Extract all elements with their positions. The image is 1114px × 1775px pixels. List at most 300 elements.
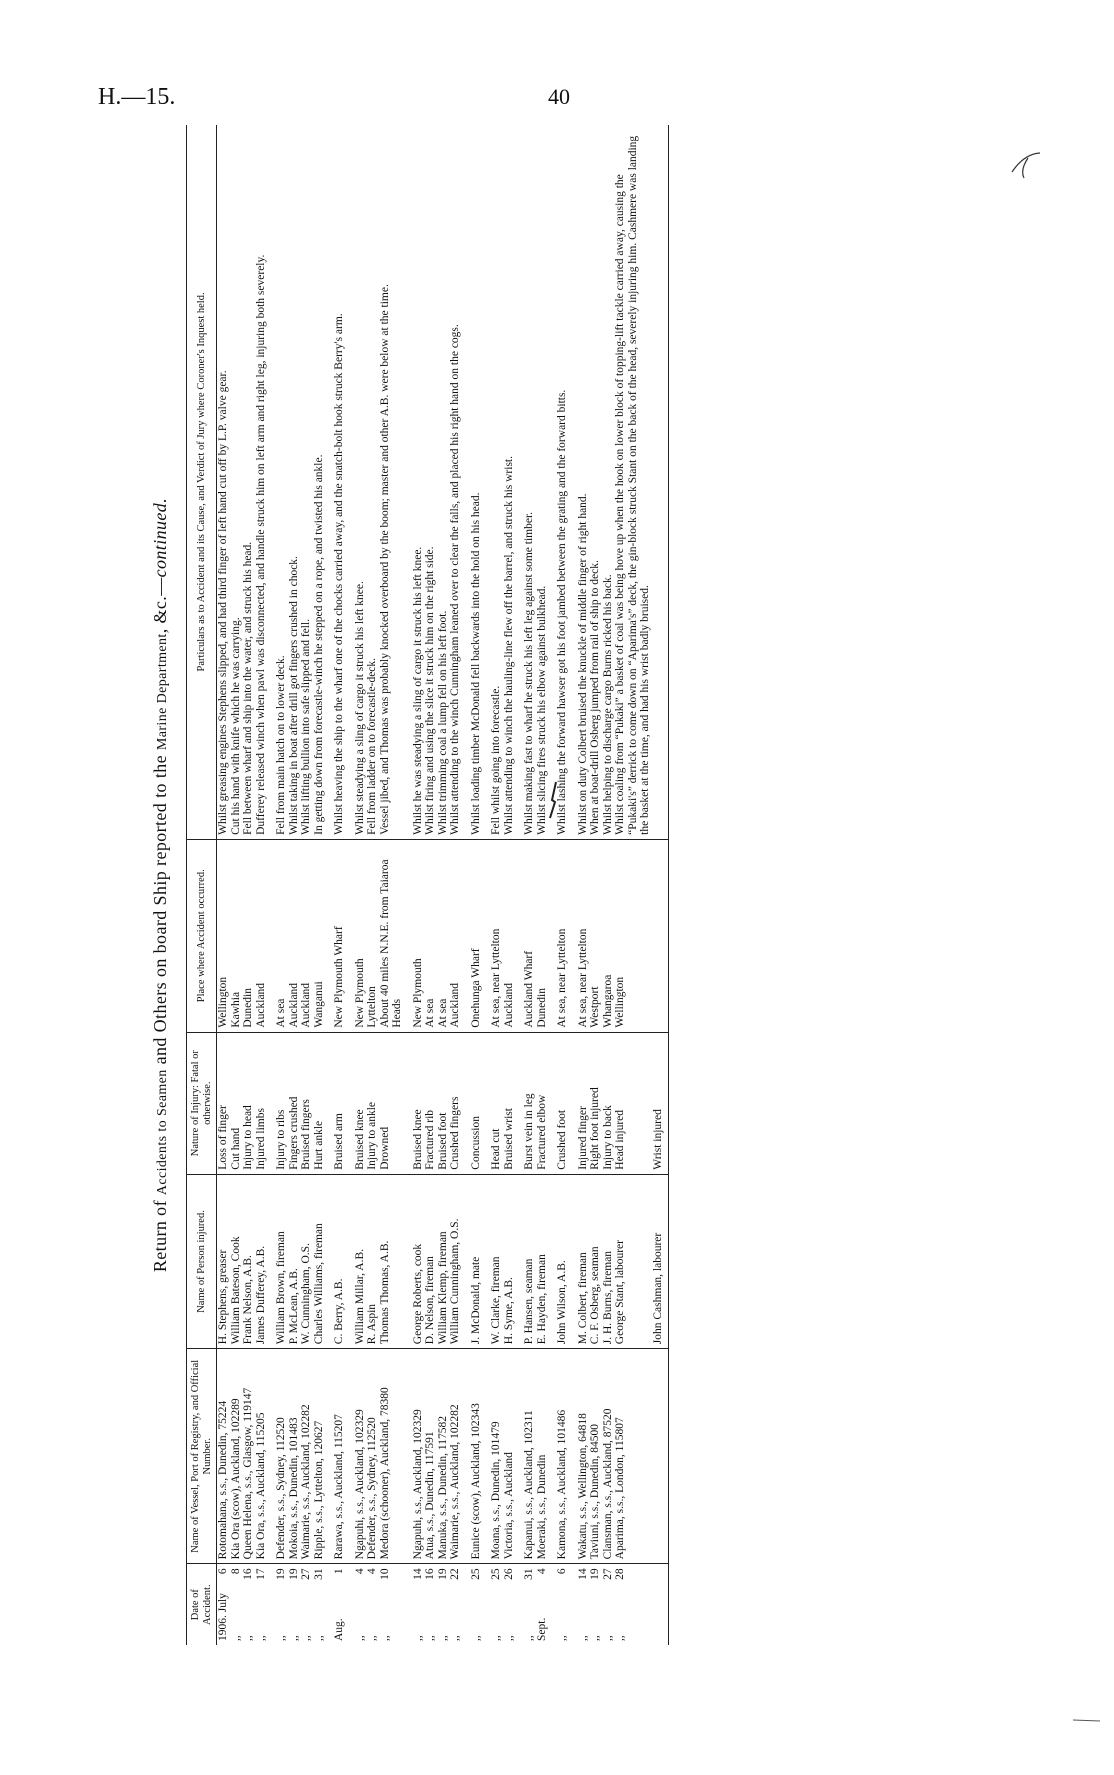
spacer-cell	[462, 1032, 470, 1174]
spacer-cell	[548, 125, 556, 839]
cell-date	[230, 1564, 243, 1645]
cell-injury: Crushed foot	[556, 1032, 569, 1174]
page-number: 40	[548, 84, 570, 109]
date-month: ,,	[469, 1635, 482, 1641]
cell-person: Frank Nelson, A.B.	[242, 1174, 255, 1349]
spacer-cell	[569, 1174, 577, 1349]
cell-place: At sea, near Lyttelton	[490, 839, 503, 1032]
cell-date	[652, 1564, 669, 1645]
cell-person: William Bateson, Cook	[230, 1174, 243, 1349]
cell-date	[490, 1564, 503, 1645]
table-row	[437, 125, 450, 1645]
table-row	[217, 125, 230, 1645]
date-day: 6	[217, 1568, 229, 1575]
table-row	[602, 125, 615, 1645]
cell-date	[412, 1564, 425, 1645]
cell-particulars: Whilst slicing fires struck his elbow against bulkhead.	[536, 125, 549, 839]
spacer-cell	[267, 839, 275, 1032]
spacer-cell	[346, 1349, 354, 1564]
stray-dash-mark	[1072, 1716, 1102, 1724]
cell-date	[313, 1564, 326, 1645]
cell-injury: Fingers crushed	[288, 1032, 301, 1174]
cell-person: W. Clarke, fireman	[490, 1174, 503, 1349]
table-row	[288, 125, 301, 1645]
cell-date	[255, 1564, 268, 1645]
cell-vessel: Defender, s.s., Sydney, 112520	[275, 1349, 288, 1564]
spacer-cell	[515, 1174, 523, 1349]
table-row	[589, 125, 602, 1645]
spacer-cell	[462, 1349, 470, 1564]
cell-particulars: Fell between wharf and ship into the water, and struck his head.	[242, 125, 255, 839]
cell-date	[333, 1564, 346, 1645]
date-month: ,,	[229, 1635, 242, 1641]
date-day: 17	[254, 1568, 267, 1580]
cell-injury: Fractured rib	[424, 1032, 437, 1174]
cell-person: John Cashman, labourer	[652, 1174, 669, 1349]
spacer-cell	[404, 1032, 412, 1174]
spacer-cell	[267, 1032, 275, 1174]
spacer-cell	[267, 125, 275, 839]
cell-vessel: Aparima, s.s., London, 115807	[614, 1349, 652, 1564]
cell-particulars: Whilst lifting bullion into safe slipped and fell.	[300, 125, 313, 839]
cell-person: P. McLean, A.B.	[288, 1174, 301, 1349]
spacer-cell	[462, 125, 470, 839]
cell-injury: Right foot injured	[589, 1032, 602, 1174]
cell-vessel: Moeraki, s.s., Dunedin	[536, 1349, 549, 1564]
date-day: 19	[589, 1568, 601, 1580]
spacer-cell	[404, 1564, 412, 1645]
cell-vessel: Medora (schooner), Auckland, 78380	[379, 1349, 404, 1564]
cell-injury: Crushed fingers	[449, 1032, 462, 1174]
spacer-cell	[515, 1032, 523, 1174]
cell-place: At sea	[437, 839, 450, 1032]
date-month: ,,	[556, 1635, 568, 1641]
date-month: ,,	[523, 1635, 535, 1641]
cell-place: Kawhia	[230, 839, 243, 1032]
cell-place: Auckland	[503, 839, 516, 1032]
date-month: ,,	[449, 1635, 461, 1641]
cell-particulars: Whilst heaving the ship to the wharf one of the chocks carried away, and the snatch-bolt hook struck Berry's arm.	[333, 125, 346, 839]
spacer-cell	[267, 1349, 275, 1564]
cell-vessel: Kia Ora (scow), Auckland, 102289	[230, 1349, 243, 1564]
date-month: ,,	[275, 1635, 287, 1641]
date-month: ,,	[353, 1635, 366, 1641]
cell-place: Onehunga Wharf	[470, 839, 483, 1032]
cell-injury: Bruised foot	[437, 1032, 450, 1174]
cell-injury: Wrist injured	[652, 1032, 669, 1174]
cell-vessel: Kia Ora, s.s., Auckland, 115205	[255, 1349, 268, 1564]
date-day: 27	[601, 1568, 614, 1580]
cell-person: George Stant, labourer	[614, 1174, 652, 1349]
cell-injury: Loss of finger	[217, 1032, 230, 1174]
date-month: ,,	[312, 1635, 325, 1641]
spacer-cell	[482, 1564, 490, 1645]
cell-person: P. Hansen, seaman	[523, 1174, 536, 1349]
spacer-cell	[325, 1174, 333, 1349]
cell-place: Dunedin	[536, 839, 549, 1032]
date-day: 8	[229, 1568, 242, 1575]
date-month: ,,	[254, 1635, 267, 1641]
cell-particulars: Whilst loading timber McDonald fell backwards into the hold on his head.	[470, 125, 483, 839]
spacer-cell	[569, 839, 577, 1032]
cell-particulars: Whilst he was steadying a sling of cargo it struck his left knee.	[412, 125, 425, 839]
cell-vessel: Waimarie, s.s., Auckland, 102282	[449, 1349, 462, 1564]
cell-date	[614, 1564, 652, 1645]
spacer-cell	[569, 1032, 577, 1174]
cell-vessel: Clansman, s.s., Auckland, 87520	[602, 1349, 615, 1564]
cell-date	[556, 1564, 569, 1645]
cell-date	[217, 1564, 230, 1645]
cell-vessel: Atua, s.s., Dunedin, 117591	[424, 1349, 437, 1564]
date-day: 25	[469, 1568, 482, 1580]
cell-injury: Drowned	[379, 1032, 404, 1174]
cell-person: D. Nelson, fireman	[424, 1174, 437, 1349]
spacer-cell	[482, 1174, 490, 1349]
cell-date	[379, 1564, 404, 1645]
cell-place: Whangaroa	[602, 839, 615, 1032]
cell-particulars: Vessel jibed, and Thomas was probably knocked overboard by the boom; master and other A.B. were below at the time.	[379, 125, 404, 839]
date-day: 4	[535, 1568, 548, 1575]
title-text-1: Return of	[150, 1195, 170, 1273]
cell-date	[536, 1564, 549, 1645]
date-month: Aug.	[333, 1618, 345, 1641]
cell-injury: Bruised fingers	[300, 1032, 313, 1174]
spacer-cell	[462, 1174, 470, 1349]
cell-particulars: Whilst steadying a sling of cargo it struck his left knee.	[354, 125, 367, 839]
cell-person: Charles Williams, fireman	[313, 1174, 326, 1349]
date-day: 4	[366, 1568, 378, 1575]
date-month: ,,	[366, 1635, 378, 1641]
cell-date	[523, 1564, 536, 1645]
spacer-cell	[482, 1032, 490, 1174]
spacer-cell	[325, 1564, 333, 1645]
spacer-cell	[404, 839, 412, 1032]
spacer-cell	[569, 125, 577, 839]
cell-person: William Cunningham, O.S.	[449, 1174, 462, 1349]
col-header-particulars: Particulars as to Accident and its Cause, and Verdict of Jury where Coroner's Inquest held.	[187, 125, 217, 839]
cell-injury: Injury to ribs	[275, 1032, 288, 1174]
cell-place: Westport	[589, 839, 602, 1032]
table-row	[230, 125, 243, 1645]
cell-place: At sea, near Lyttelton	[577, 839, 590, 1032]
cell-person: George Roberts, cook	[412, 1174, 425, 1349]
cell-place: Auckland	[449, 839, 462, 1032]
spacer-cell	[482, 839, 490, 1032]
date-month: ,,	[502, 1635, 515, 1641]
cell-person: John Wilson, A.B.	[556, 1174, 569, 1349]
cell-particulars: Whilst firing and using the slice it struck him on the right side.	[424, 125, 437, 839]
date-month: ,,	[300, 1635, 312, 1641]
date-month: ,,	[601, 1635, 614, 1641]
row-spacer	[346, 125, 354, 1645]
cell-injury: Head injured	[614, 1032, 652, 1174]
cell-vessel: Taviuni, s.s., Dunedin, 84500	[589, 1349, 602, 1564]
table-row	[556, 125, 569, 1645]
date-month: ,,	[576, 1635, 589, 1641]
table-row	[652, 125, 669, 1645]
spacer-cell	[515, 125, 523, 839]
cell-injury: Bruised wrist	[503, 1032, 516, 1174]
spacer-cell	[548, 1349, 556, 1564]
cell-vessel	[652, 1349, 669, 1564]
cell-vessel: Kapanui, s.s., Auckland, 102311	[523, 1349, 536, 1564]
spacer-cell	[548, 1032, 556, 1174]
cell-date	[577, 1564, 590, 1645]
date-day: 10	[378, 1568, 391, 1580]
table-row	[614, 125, 652, 1645]
cell-person: C. Berry, A.B.	[333, 1174, 346, 1349]
date-day: 19	[275, 1568, 287, 1580]
cell-vessel: Waimarie, s.s., Auckland, 102282	[300, 1349, 313, 1564]
spacer-cell	[346, 1174, 354, 1349]
spacer-cell	[548, 1564, 556, 1645]
spacer-cell	[325, 1032, 333, 1174]
title-smallcaps-2: Marine Department	[155, 633, 170, 751]
cell-particulars: Whilst on duty Colbert bruised the knuckle of middle finger of right hand.	[577, 125, 590, 839]
cell-place: Auckland	[288, 839, 301, 1032]
title-text-2: and Others on board Ship reported to the	[150, 750, 170, 1070]
title-text-3: , &c.—	[150, 577, 170, 634]
cell-particulars: Fell from ladder on to forecastle-deck.	[366, 125, 379, 839]
row-spacer	[548, 125, 556, 1645]
title-italic: continued.	[150, 497, 170, 578]
cell-place: At sea	[424, 839, 437, 1032]
cell-vessel: Rarawa, s.s., Auckland, 115207	[333, 1349, 346, 1564]
cell-date	[288, 1564, 301, 1645]
row-spacer	[462, 125, 470, 1645]
date-day: 31	[523, 1568, 535, 1580]
cell-injury: Injured finger	[577, 1032, 590, 1174]
page-title	[150, 125, 184, 1645]
spacer-cell	[404, 125, 412, 839]
spacer-cell	[548, 1174, 556, 1349]
date-month: Sept.	[535, 1617, 548, 1641]
table-row	[366, 125, 379, 1645]
cell-particulars: In getting down from forecastle-winch he stepped on a rope, and twisted his ankle.	[313, 125, 326, 839]
cell-vessel: Ripple, s.s., Lyttelton, 120627	[313, 1349, 326, 1564]
table-header-row	[187, 125, 217, 1645]
date-month: ,,	[411, 1635, 424, 1641]
cell-person: C. F. Osberg, seaman	[589, 1174, 602, 1349]
cell-injury: Injury to ankle	[366, 1032, 379, 1174]
spacer-cell	[325, 839, 333, 1032]
spacer-cell	[346, 1032, 354, 1174]
cell-person: M. Colbert, fireman	[577, 1174, 590, 1349]
table-row	[354, 125, 367, 1645]
date-day: 14	[411, 1568, 424, 1580]
cell-date	[275, 1564, 288, 1645]
cell-person: H. Stephens, greaser	[217, 1174, 230, 1349]
table-row	[379, 125, 404, 1645]
cell-injury: Bruised knee	[412, 1032, 425, 1174]
cell-date	[503, 1564, 516, 1645]
cell-person: J. McDonald, mate	[470, 1174, 483, 1349]
date-month: ,,	[424, 1635, 436, 1641]
cell-particulars: Whilst taking in boat after drill got fingers crushed in chock.	[288, 125, 301, 839]
date-month: ,,	[614, 1635, 626, 1641]
spacer-cell	[325, 1349, 333, 1564]
spacer-cell	[548, 839, 556, 1032]
cell-date	[449, 1564, 462, 1645]
cell-date	[470, 1564, 483, 1645]
row-spacer	[482, 125, 490, 1645]
cell-date	[366, 1564, 379, 1645]
table-row	[412, 125, 425, 1645]
row-spacer	[325, 125, 333, 1645]
row-spacer	[515, 125, 523, 1645]
cell-date	[602, 1564, 615, 1645]
cell-place: Auckland	[300, 839, 313, 1032]
date-month: 1906. July	[217, 1593, 229, 1641]
date-month: ,,	[490, 1635, 502, 1641]
date-month: ,,	[242, 1635, 254, 1641]
cell-place: At sea	[275, 839, 288, 1032]
spacer-cell	[515, 839, 523, 1032]
table-row	[424, 125, 437, 1645]
spacer-cell	[482, 125, 490, 839]
date-day: 14	[576, 1568, 589, 1580]
date-day: 16	[424, 1568, 436, 1580]
date-day: 16	[242, 1568, 254, 1580]
cell-particulars: Cut his hand with knife which he was carrying.	[230, 125, 243, 839]
cell-date	[424, 1564, 437, 1645]
date-day: 25	[490, 1568, 502, 1580]
spacer-cell	[569, 1349, 577, 1564]
cell-person: William Brown, fireman	[275, 1174, 288, 1349]
cell-particulars: Whilst attending to winch the hauling-line flew off the barrel, and struck his wrist.	[503, 125, 516, 839]
spacer-cell	[267, 1174, 275, 1349]
cell-injury: Head cut	[490, 1032, 503, 1174]
date-month: ,,	[589, 1635, 601, 1641]
table-row	[577, 125, 590, 1645]
col-header-date: Date of Accident.	[187, 1564, 217, 1645]
table-row	[536, 125, 549, 1645]
row-spacer	[267, 125, 275, 1645]
cell-injury: Injured limbs	[255, 1032, 268, 1174]
cell-injury: Bruised knee	[354, 1032, 367, 1174]
cell-person: J. H. Burns, fireman	[602, 1174, 615, 1349]
date-day: 28	[614, 1568, 626, 1580]
cell-vessel: Ngapuhi, s.s., Auckland, 102329	[354, 1349, 367, 1564]
spacer-cell	[515, 1349, 523, 1564]
spacer-cell	[404, 1174, 412, 1349]
date-month: ,,	[378, 1635, 391, 1641]
cell-vessel: Mokoia, s.s., Dunedin, 101483	[288, 1349, 301, 1564]
cell-particulars: Fell from main hatch on to lower deck.	[275, 125, 288, 839]
cell-injury: Burst vein in leg	[523, 1032, 536, 1174]
spacer-cell	[462, 1564, 470, 1645]
date-day: 6	[556, 1568, 568, 1575]
cell-place: At sea, near Lyttelton	[556, 839, 569, 1032]
table-row	[449, 125, 462, 1645]
cell-injury: Fractured elbow	[536, 1032, 549, 1174]
page-header-series: H.—15.	[98, 84, 176, 110]
table-row	[503, 125, 516, 1645]
date-day: 31	[312, 1568, 325, 1580]
cell-injury: Injury to back	[602, 1032, 615, 1174]
cell-particulars: Dufferey released winch when pawl was disconnected, and handle struck him on left arm and right leg, injuring both severely.	[255, 125, 268, 839]
cell-vessel: Manuka, s.s., Dunedin, 117582	[437, 1349, 450, 1564]
date-month: ,,	[436, 1635, 449, 1641]
cell-place: New Plymouth	[354, 839, 367, 1032]
date-day: 22	[449, 1568, 461, 1580]
spacer-cell	[346, 125, 354, 839]
cell-place: Dunedin	[242, 839, 255, 1032]
cell-particulars: Whilst coaling from “Pukaki” a basket of coal was being hove up when the hook on lower block of topping-lift tackle carried away, causing the “Pukaki's” derrick to come down on “Aparima's” deck, the gin-block struck Stant on the back of the head, severely injuring him. Cashmere was landing the basket at the time, and had his wrist badly bruised.	[614, 125, 652, 839]
table-row	[255, 125, 268, 1645]
cell-particulars: Whilst making fast to wharf he struck his left leg against some timber.	[523, 125, 536, 839]
cell-vessel: Victoria, s.s., Auckland	[503, 1349, 516, 1564]
cell-vessel: Defender, s.s., Sydney, 112520	[366, 1349, 379, 1564]
cell-vessel: Moana, s.s., Dunedin, 101479	[490, 1349, 503, 1564]
cell-date	[589, 1564, 602, 1645]
cell-place: Lyttelton	[366, 839, 379, 1032]
table-row	[242, 125, 255, 1645]
cell-person: E. Hayden, fireman	[536, 1174, 549, 1349]
table-row	[313, 125, 326, 1645]
spacer-cell	[325, 125, 333, 839]
cell-place: New Plymouth Wharf	[333, 839, 346, 1032]
cell-place: New Plymouth	[412, 839, 425, 1032]
cell-date	[437, 1564, 450, 1645]
spacer-cell	[482, 1349, 490, 1564]
date-day: 19	[436, 1568, 449, 1580]
cell-injury: Hurt ankle	[313, 1032, 326, 1174]
cell-injury: Injury to head	[242, 1032, 255, 1174]
table-row	[300, 125, 313, 1645]
cell-date	[242, 1564, 255, 1645]
cell-place: About 40 miles N.N.E. from Taiaroa Heads	[379, 839, 404, 1032]
date-day: 4	[353, 1568, 366, 1575]
date-day: 19	[287, 1568, 300, 1580]
rotated-table-region	[150, 125, 1055, 1645]
cell-vessel: Kamona, s.s., Auckland, 101486	[556, 1349, 569, 1564]
cell-particulars: Whilst lashing the forward hawser got his foot jambed between the grating and the forward bitts.	[556, 125, 569, 839]
cell-person: James Dufferey, A.B.	[255, 1174, 268, 1349]
cell-place: Wanganui	[313, 839, 326, 1032]
table-row	[523, 125, 536, 1645]
cell-person: Thomas Thomas, A.B.	[379, 1174, 404, 1349]
cell-vessel: Wakatu, s.s., Wellington, 64818	[577, 1349, 590, 1564]
date-day: 27	[300, 1568, 312, 1580]
cell-place: Auckland	[255, 839, 268, 1032]
spacer-cell	[404, 1349, 412, 1564]
accident-table	[186, 125, 669, 1645]
spacer-cell	[346, 1564, 354, 1645]
cell-particulars: Whilst attending to the winch Cunningham leaned over to clear the falls, and placed his right hand on the cogs.	[449, 125, 462, 839]
cell-person: William Millar, A.B.	[354, 1174, 367, 1349]
table-body	[217, 125, 669, 1645]
spacer-cell	[515, 1564, 523, 1645]
cell-vessel: Ngapuhi, s.s., Auckland, 102329	[412, 1349, 425, 1564]
spacer-cell	[462, 839, 470, 1032]
cell-particulars: Whilst trimming coal a lump fell on his left foot.	[437, 125, 450, 839]
col-header-place: Place where Accident occurred.	[187, 839, 217, 1032]
cell-vessel: Queen Helena, s.s., Glasgow, 119147	[242, 1349, 255, 1564]
cell-person: W. Cunningham, O.S.	[300, 1174, 313, 1349]
spacer-cell	[569, 1564, 577, 1645]
cell-date	[300, 1564, 313, 1645]
spacer-cell	[346, 839, 354, 1032]
cell-particulars: Whilst greasing engines Stephens slipped, and had third finger of left hand cut off by L.P. valve gear.	[217, 125, 230, 839]
col-header-vessel: Name of Vessel, Port of Registry, and Official Number.	[187, 1349, 217, 1564]
table-row	[470, 125, 483, 1645]
date-day: 1	[333, 1568, 345, 1575]
cell-injury: Bruised arm	[333, 1032, 346, 1174]
cell-particulars	[652, 125, 669, 839]
cell-person: H. Syme, A.B.	[503, 1174, 516, 1349]
table-row	[333, 125, 346, 1645]
